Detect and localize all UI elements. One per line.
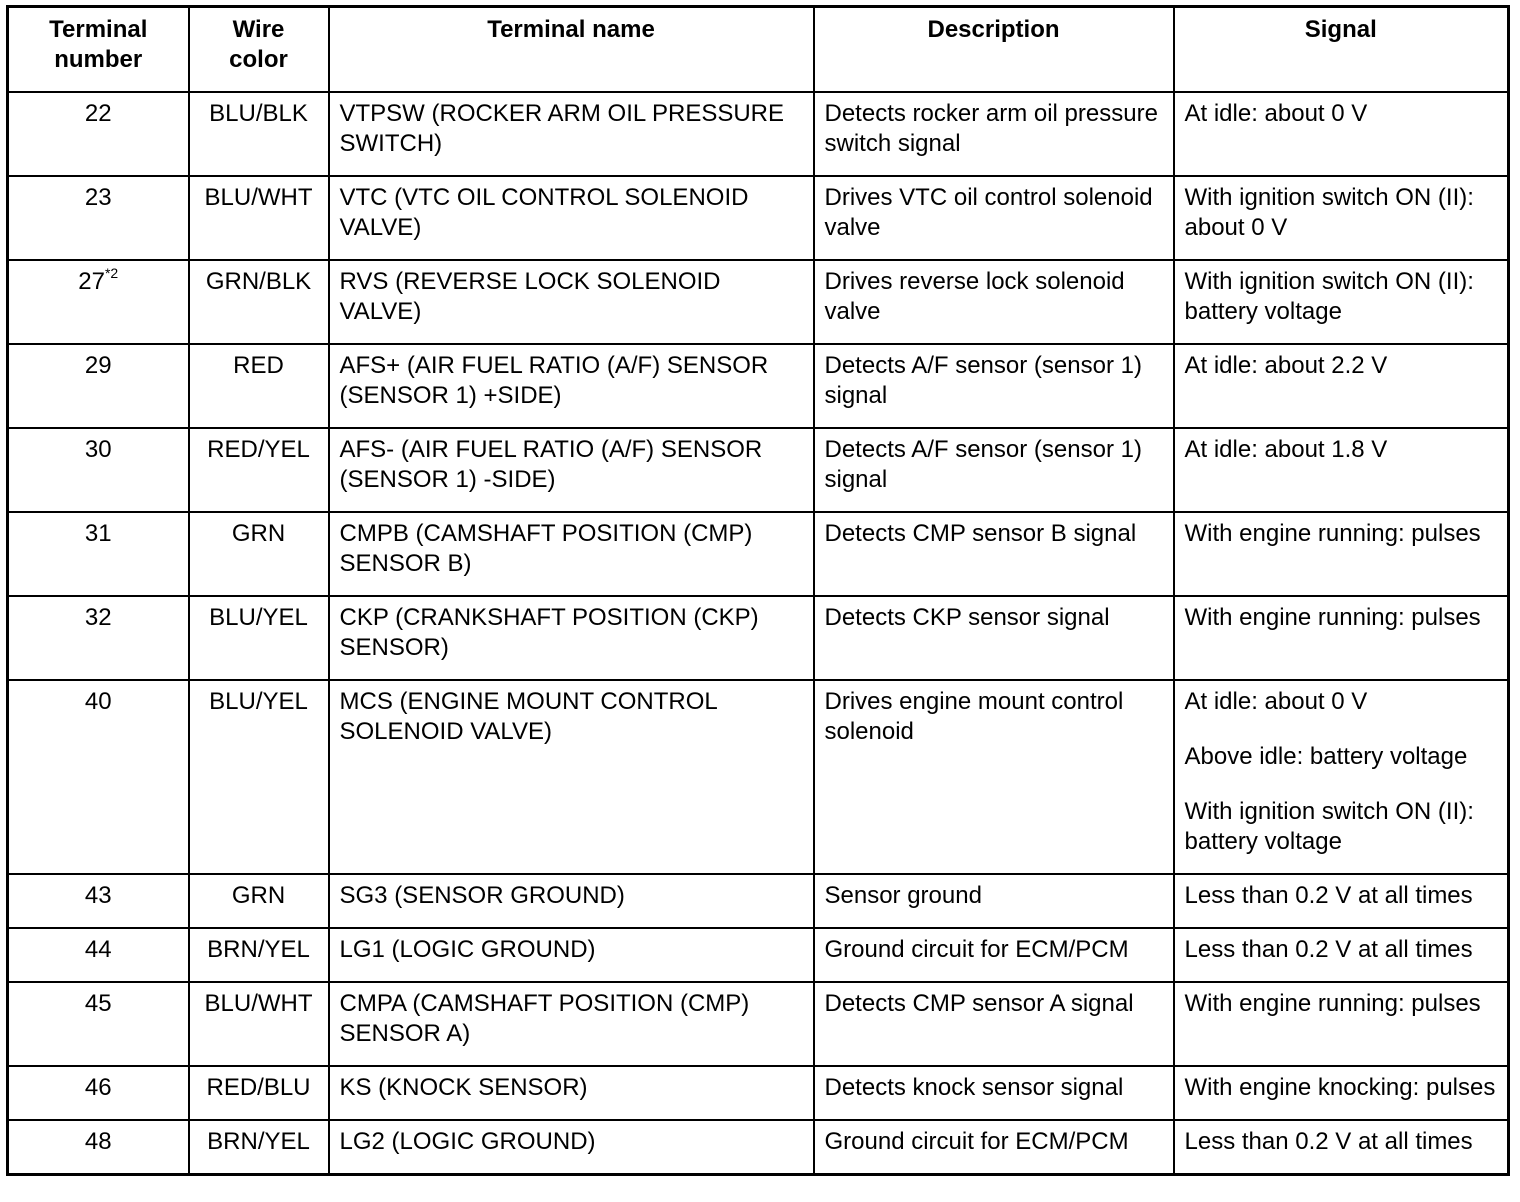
cell-terminal-number — [8, 982, 189, 1066]
cell-wire-color: RED/YEL — [189, 428, 329, 512]
table-row — [8, 982, 1509, 1066]
signal-line: Less than 0.2 V at all times — [1184, 936, 1473, 963]
cell-wire-color: BRN/YEL — [189, 1120, 329, 1175]
cell-wire-color: BLU/WHT — [189, 982, 329, 1066]
cell-terminal-number — [8, 512, 189, 596]
terminal-number-value: 27 — [78, 268, 105, 295]
terminal-number-value: 31 — [84, 520, 112, 547]
cell-wire-color: GRN — [189, 874, 329, 928]
cell-description: Detects knock sensor signal — [814, 1066, 1174, 1120]
cell-wire-color: RED/BLU — [189, 1066, 329, 1120]
cell-description: Detects CMP sensor A signal — [814, 982, 1174, 1066]
table-row — [8, 596, 1509, 680]
table-body — [8, 92, 1509, 1175]
terminal-number-value: 40 — [84, 688, 112, 715]
header-terminal-number-line2: number — [54, 46, 143, 73]
cell-terminal-name: CMPB (CAMSHAFT POSITION (CMP) SENSOR B) — [329, 512, 814, 596]
terminal-number-value: 45 — [84, 990, 112, 1017]
header-terminal-number-line1: Terminal — [49, 16, 148, 43]
header-wire-color — [189, 7, 329, 93]
cell-terminal-name: KS (KNOCK SENSOR) — [329, 1066, 814, 1120]
cell-signal — [1174, 1066, 1509, 1120]
cell-signal — [1174, 344, 1509, 428]
header-row — [8, 7, 1509, 93]
terminal-number-value: 32 — [84, 604, 112, 631]
cell-signal — [1174, 680, 1509, 874]
cell-signal — [1174, 928, 1509, 982]
cell-terminal-name: CMPA (CAMSHAFT POSITION (CMP) SENSOR A) — [329, 982, 814, 1066]
signal-line: At idle: about 2.2 V — [1184, 352, 1388, 379]
signal-line: With engine running: pulses — [1184, 990, 1481, 1017]
cell-description: Drives VTC oil control solenoid valve — [814, 176, 1174, 260]
signal-line: At idle: about 0 V — [1184, 100, 1368, 127]
cell-terminal-number — [8, 1120, 189, 1175]
cell-wire-color: BLU/YEL — [189, 680, 329, 874]
cell-description: Detects CKP sensor signal — [814, 596, 1174, 680]
cell-wire-color: GRN — [189, 512, 329, 596]
cell-terminal-number — [8, 874, 189, 928]
cell-terminal-number — [8, 680, 189, 874]
cell-terminal-name: AFS+ (AIR FUEL RATIO (A/F) SENSOR (SENSOR 1) +SIDE) — [329, 344, 814, 428]
table-row — [8, 260, 1509, 344]
cell-terminal-number — [8, 176, 189, 260]
signal-line: At idle: about 1.8 V — [1184, 436, 1388, 463]
cell-terminal-number — [8, 1066, 189, 1120]
cell-description: Ground circuit for ECM/PCM — [814, 928, 1174, 982]
terminal-number-value: 22 — [84, 100, 112, 127]
cell-terminal-name: VTPSW (ROCKER ARM OIL PRESSURE SWITCH) — [329, 92, 814, 176]
cell-terminal-name: LG2 (LOGIC GROUND) — [329, 1120, 814, 1175]
cell-description: Detects A/F sensor (sensor 1) signal — [814, 344, 1174, 428]
signal-line: With engine running: pulses — [1184, 520, 1481, 547]
cell-description: Detects rocker arm oil pressure switch signal — [814, 92, 1174, 176]
table-row — [8, 1120, 1509, 1175]
cell-description: Drives engine mount control solenoid — [814, 680, 1174, 874]
cell-signal — [1174, 874, 1509, 928]
terminal-number-value: 29 — [84, 352, 112, 379]
signal-line: With ignition switch ON (II): battery voltage — [1184, 798, 1474, 855]
table-row — [8, 428, 1509, 512]
header-terminal-name: Terminal name — [329, 7, 814, 93]
cell-terminal-number — [8, 260, 189, 344]
header-terminal-number — [8, 7, 189, 93]
header-wire-color-line1: Wire — [232, 16, 285, 43]
table-row — [8, 344, 1509, 428]
cell-terminal-number — [8, 92, 189, 176]
cell-signal — [1174, 260, 1509, 344]
table-row — [8, 680, 1509, 874]
cell-signal — [1174, 428, 1509, 512]
cell-terminal-number — [8, 928, 189, 982]
cell-wire-color: BLU/BLK — [189, 92, 329, 176]
terminal-number-value: 23 — [84, 184, 112, 211]
cell-description: Drives reverse lock solenoid valve — [814, 260, 1174, 344]
terminal-table-sheet — [6, 5, 1507, 1176]
signal-line: Less than 0.2 V at all times — [1184, 882, 1473, 909]
signal-line: With engine running: pulses — [1184, 604, 1481, 631]
terminal-number-value: 44 — [84, 936, 112, 963]
cell-signal — [1174, 512, 1509, 596]
cell-terminal-name: AFS- (AIR FUEL RATIO (A/F) SENSOR (SENSOR 1) -SIDE) — [329, 428, 814, 512]
table-row — [8, 176, 1509, 260]
table-row — [8, 512, 1509, 596]
cell-wire-color: RED — [189, 344, 329, 428]
cell-signal — [1174, 92, 1509, 176]
cell-description: Sensor ground — [814, 874, 1174, 928]
cell-terminal-name: CKP (CRANKSHAFT POSITION (CKP) SENSOR) — [329, 596, 814, 680]
cell-description: Detects CMP sensor B signal — [814, 512, 1174, 596]
terminal-number-value: 30 — [84, 436, 112, 463]
cell-description: Detects A/F sensor (sensor 1) signal — [814, 428, 1174, 512]
table-row — [8, 1066, 1509, 1120]
cell-terminal-number — [8, 596, 189, 680]
cell-wire-color: BRN/YEL — [189, 928, 329, 982]
header-signal: Signal — [1174, 7, 1509, 93]
table-row — [8, 928, 1509, 982]
terminal-footnote-marker: *2 — [104, 265, 119, 281]
cell-signal — [1174, 176, 1509, 260]
signal-line: With engine knocking: pulses — [1184, 1074, 1496, 1101]
header-wire-color-line2: color — [229, 46, 288, 73]
terminal-table — [6, 5, 1510, 1176]
cell-terminal-name: VTC (VTC OIL CONTROL SOLENOID VALVE) — [329, 176, 814, 260]
signal-line: Less than 0.2 V at all times — [1184, 1128, 1473, 1155]
table-row — [8, 874, 1509, 928]
cell-terminal-number — [8, 428, 189, 512]
signal-line: Above idle: battery voltage — [1184, 743, 1468, 770]
cell-terminal-name: MCS (ENGINE MOUNT CONTROL SOLENOID VALVE) — [329, 680, 814, 874]
cell-terminal-number — [8, 344, 189, 428]
cell-description: Ground circuit for ECM/PCM — [814, 1120, 1174, 1175]
cell-signal — [1174, 596, 1509, 680]
cell-wire-color: GRN/BLK — [189, 260, 329, 344]
signal-line: With ignition switch ON (II): about 0 V — [1184, 184, 1474, 241]
terminal-number-value: 46 — [84, 1074, 112, 1101]
header-description: Description — [814, 7, 1174, 93]
cell-terminal-name: LG1 (LOGIC GROUND) — [329, 928, 814, 982]
terminal-number-value: 43 — [84, 882, 112, 909]
terminal-number-value: 48 — [84, 1128, 112, 1155]
cell-wire-color: BLU/WHT — [189, 176, 329, 260]
signal-line: At idle: about 0 V — [1184, 688, 1368, 715]
cell-signal — [1174, 1120, 1509, 1175]
cell-terminal-name: RVS (REVERSE LOCK SOLENOID VALVE) — [329, 260, 814, 344]
cell-wire-color: BLU/YEL — [189, 596, 329, 680]
signal-line: With ignition switch ON (II): battery voltage — [1184, 268, 1474, 325]
table-row — [8, 92, 1509, 176]
cell-signal — [1174, 982, 1509, 1066]
cell-terminal-name: SG3 (SENSOR GROUND) — [329, 874, 814, 928]
